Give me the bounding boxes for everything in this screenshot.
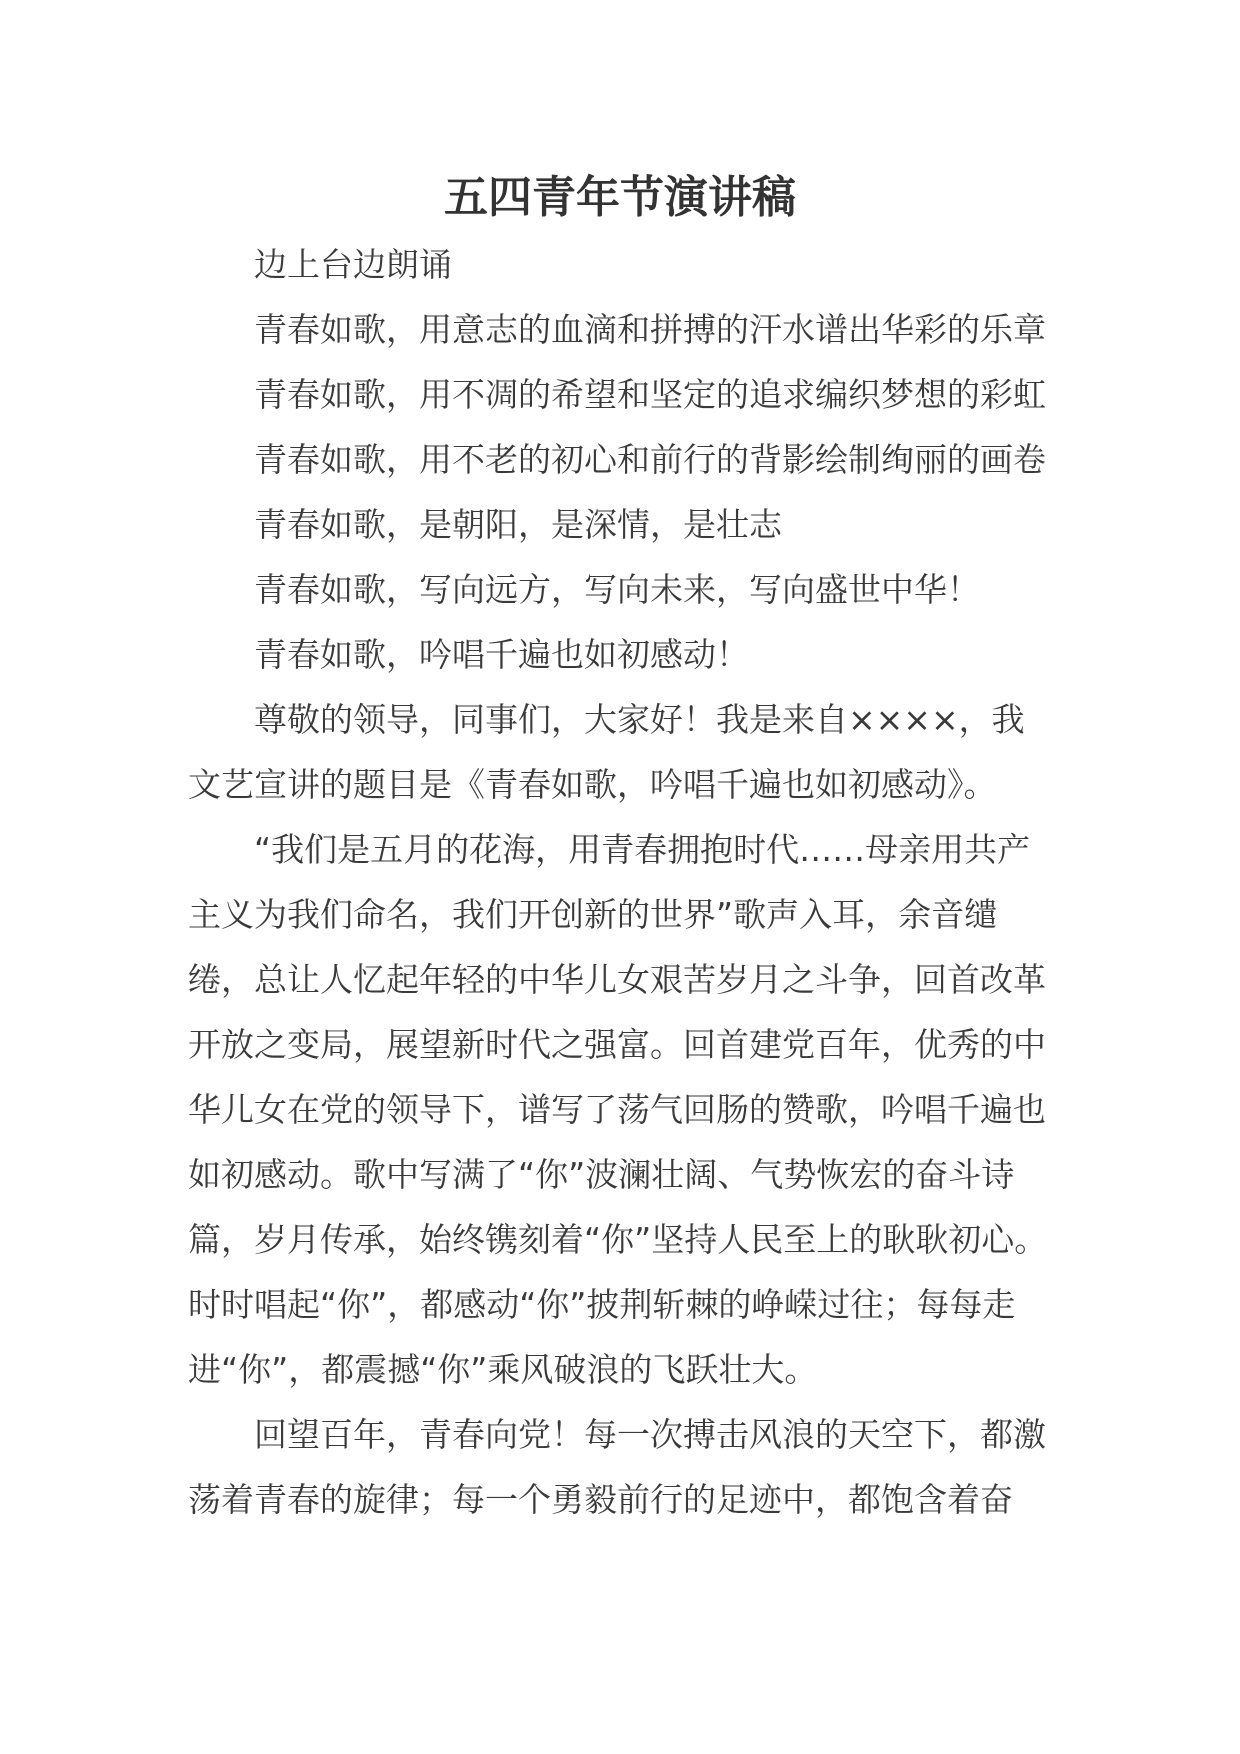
document-body [188,232,1050,1532]
paragraph: 青春如歌，写向远方，写向未来，写向盛世中华！ [254,570,980,609]
paragraph: 青春如歌，用意志的血滴和拼搏的汗水谱出华彩的乐章 [254,310,1046,349]
paragraph: “我们是五月的花海，用青春拥抱时代……母亲用共产主义为我们命名，我们开创新的世界”歌声入耳，余音缱绻，总让人忆起年轻的中华儿女艰苦岁月之斗争，回首改革开放之变局，展望新时代之强富。回首建党百年，优秀的中华儿女在党的领导下，谱写了荡气回肠的赞歌，吟唱千遍也如初感动。歌中写满了“你”波澜壮阔、气势恢宏的奋斗诗篇，岁月传承，始终镌刻着“你”坚持人民至上的耿耿初心。时时唱起“你”，都感动“你”披荆斩棘的峥嵘过往；每每走进“你”，都震撼“你”乘风破浪的飞跃壮大。 [188,830,1048,1389]
paragraph: 回望百年，青春向党！每一次搏击风浪的天空下，都激荡着青春的旋律；每一个勇毅前行的足迹中，都饱含着奋 [188,1415,1046,1519]
document-title: 五四青年节演讲稿 [444,172,796,223]
paragraph: 青春如歌，吟唱千遍也如初感动！ [254,635,749,674]
paragraph: 青春如歌，是朝阳，是深情，是壮志 [254,505,782,544]
paragraph: 边上台边朗诵 [254,245,452,284]
paragraph: 青春如歌，用不老的初心和前行的背影绘制绚丽的画卷 [254,440,1046,479]
paragraph: 尊敬的领导，同事们，大家好！我是来自××××，我文艺宣讲的题目是《青春如歌，吟唱千遍也如初感动》。 [188,700,1025,804]
paragraph: 青春如歌，用不凋的希望和坚定的追求编织梦想的彩虹 [254,375,1046,414]
